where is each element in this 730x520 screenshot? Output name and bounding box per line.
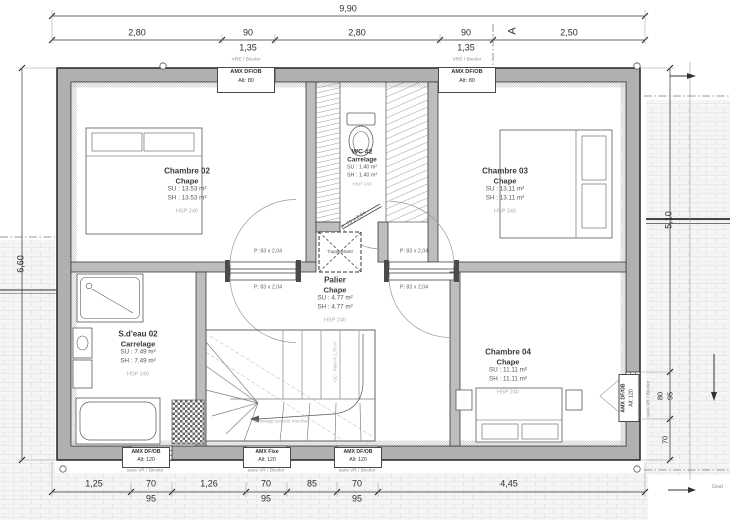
room-hsp: HSP 240 — [497, 389, 519, 396]
room-chambre04 — [485, 348, 531, 397]
room-hsp: HSP 240 — [352, 182, 372, 188]
room-su: SU : 11.11 m² — [489, 366, 527, 374]
dim-right-below: 70 — [660, 435, 670, 445]
window-bottom3-tag — [334, 447, 382, 468]
dim-top-seg4: 90 — [460, 27, 472, 38]
stair-guide-note: GC : Plan N 1,70 m — [332, 342, 338, 382]
dim-top-sub2: 1,35 — [457, 42, 475, 53]
window-bottom2-shutter-note: sans VR / Bicolor — [247, 468, 285, 474]
room-name: S.d'eau 02 — [118, 329, 158, 339]
room-name: Chambre 03 — [482, 166, 528, 176]
north-arrow-icon — [670, 73, 696, 79]
room-sh: SH : 7.49 m² — [120, 357, 156, 364]
room-su: SU : 7.49 m² — [120, 348, 156, 356]
room-finish: Carrelage — [120, 339, 156, 349]
vanity-icon — [73, 328, 92, 388]
window-right-alt: Alt: 120 — [628, 389, 634, 407]
shower-icon — [77, 274, 143, 322]
room-sh: SH : 4.77 m² — [317, 303, 353, 310]
room-hsp: HSP 240 — [176, 208, 198, 215]
dim-left-overall: 6,60 — [15, 255, 26, 273]
dim-bottom-seg4: 70 — [260, 478, 272, 489]
room-hsp: HSP 240 — [127, 371, 149, 378]
room-sh: SH : 13.53 m² — [167, 194, 207, 201]
bathtub-icon — [76, 398, 160, 444]
door-chambre04-label: P: 83 x 2,04 — [399, 284, 429, 291]
room-hsp: HSP 240 — [494, 208, 516, 215]
window-top1-alt: Alt: 80 — [238, 78, 254, 84]
window-bottom2-model: AMX Fixe — [255, 449, 279, 455]
window-bottom3-shutter-note: sans VR / Bicolor — [338, 468, 376, 474]
window-top1-tag — [217, 67, 275, 93]
window-bottom1-model: AMX DF/OB — [131, 449, 161, 455]
room-hsp: HSP 240 — [324, 317, 346, 324]
dim-top-seg1: 2,80 — [128, 27, 146, 38]
window-right-tag — [619, 374, 640, 422]
stair-note: Eclairage associé marches — [254, 418, 310, 424]
room-name: Chambre 04 — [485, 347, 531, 357]
duct-shaft — [172, 400, 204, 444]
door-wc-label: P: 73 x 2,04 — [340, 210, 368, 231]
door-sdeau-label: P: 83 x 2,04 — [253, 284, 283, 291]
room-finish: Chape — [175, 176, 199, 186]
dim-bottom-seg1: 1,25 — [85, 478, 103, 489]
dim-bottom-seg6: 70 — [351, 478, 363, 489]
room-finish: Chape — [323, 285, 347, 295]
room-sdeau02 — [118, 330, 157, 379]
dim-bottom-seg7: 4,45 — [500, 478, 518, 489]
dim-bottom-seg3: 1,26 — [200, 478, 218, 489]
dim-top-overall: 9,90 — [339, 3, 357, 14]
room-sh: SH : 13.11 m² — [485, 194, 525, 201]
room-finish: Chape — [493, 176, 517, 186]
room-su: SU : 13.11 m² — [485, 185, 525, 193]
dim-right-window-95: 95 — [665, 391, 675, 401]
dim-top-seg2: 90 — [242, 27, 254, 38]
room-su: SU : 4.77 m² — [317, 294, 353, 302]
dim-right-window-80: 80 — [655, 391, 665, 401]
room-palier — [317, 276, 352, 325]
window-top1-shutter-note: VRE / Bicolor — [231, 57, 261, 63]
window-bottom3-model: AMX DF/OB — [343, 449, 373, 455]
trappe-label: Trappe 60x60 — [327, 248, 353, 254]
dim-bottom-seg2: 70 — [145, 478, 157, 489]
room-name: Chambre 02 — [164, 166, 210, 176]
dim-top-seg3: 2,80 — [348, 27, 366, 38]
window-top1-model: AMX DF/OB — [230, 69, 262, 75]
room-name: Palier — [324, 275, 346, 285]
section-marker: A — [506, 27, 519, 35]
window-right-model: AMX DF/OB — [620, 383, 627, 413]
room-finish: Chape — [496, 357, 520, 367]
door-chambre02-label: P: 83 x 2,04 — [253, 248, 283, 255]
room-chambre02 — [164, 167, 210, 216]
room-name: WC #2 — [351, 148, 373, 156]
window-bottom2-tag — [243, 447, 291, 468]
gutter-arrow-icon — [668, 487, 696, 493]
window-top2-model: AMX DF/OB — [451, 69, 483, 75]
room-sh: SH : 1.40 m² — [346, 172, 378, 178]
room-finish: Carrelage — [347, 156, 377, 164]
window-top2-shutter-note: VRE / Bicolor — [452, 57, 482, 63]
dim-top-seg5: 2,50 — [560, 27, 578, 38]
window-bottom1-shutter-note: sans VR / Bicolor — [126, 468, 164, 474]
dim-bottom-sub3: 95 — [351, 493, 363, 504]
room-su: SU : 13.53 m² — [167, 185, 207, 193]
dim-bottom-sub1: 95 — [145, 493, 157, 504]
room-wc2 — [347, 149, 377, 190]
window-bottom3-alt: Alt: 120 — [349, 456, 367, 463]
dim-bottom-sub2: 95 — [260, 493, 272, 504]
window-bottom2-alt: Alt: 120 — [258, 456, 276, 463]
room-sh: SH : 11.11 m² — [489, 375, 527, 382]
window-right-shutter-note: sans VR / Bicolor — [646, 380, 652, 418]
room-chambre03 — [482, 167, 528, 216]
gutter-note: Gout — [712, 484, 723, 490]
room-su: SU : 1.40 m² — [346, 164, 378, 171]
dim-top-sub1: 1,35 — [239, 42, 257, 53]
window-top2-alt: Alt: 80 — [459, 78, 475, 84]
window-top2-tag — [438, 67, 496, 93]
window-bottom1-tag — [122, 447, 170, 468]
window-bottom1-alt: Alt: 120 — [137, 456, 155, 463]
dim-right-overall: 5,10 — [663, 211, 674, 229]
dim-bottom-seg5: 85 — [306, 478, 318, 489]
door-chambre03-label: P: 83 x 2,04 — [399, 248, 429, 255]
